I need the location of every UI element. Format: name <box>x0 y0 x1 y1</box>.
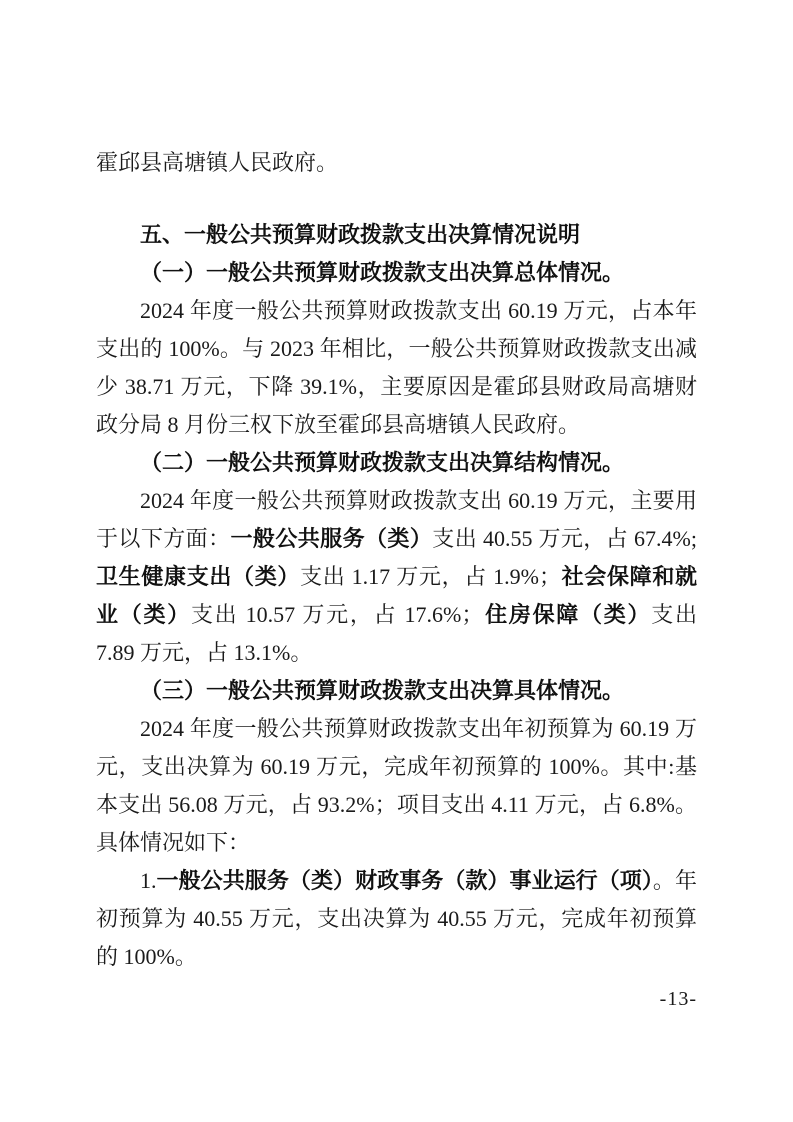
text-run: 2024 年度一般公共预算财政拨款支出年初预算为 60.19 万元，支出决算为 60.19 万元，完成年初预算的 100%。其中:基本支出 56.08 万元，占 93.2%；项目支出 4.11 万元，占 6.8%。具体情况如下： <box>96 716 697 855</box>
text-run: 。年初预算为 40.55 万元，支出决算为 40.55 万元，完成年初预算的 100%。 <box>96 868 697 969</box>
category-housing-security: 住房保障（类） <box>483 602 652 627</box>
text-run: 2024 年度一般公共预算财政拨款支出 60.19 万元，主要用于以下方面： <box>96 488 697 551</box>
subsection-heading-3 <box>96 672 697 710</box>
subsection-heading-1 <box>96 254 697 292</box>
paragraph-overall-situation <box>96 292 697 444</box>
category-social-security-employment: 社会保障和就业（类） <box>96 564 697 627</box>
page-number: -13- <box>659 988 697 1010</box>
numbered-item-1 <box>96 862 697 976</box>
subsection-heading-2 <box>96 444 697 482</box>
continuation-paragraph <box>96 144 697 182</box>
item-category-title: 一般公共服务（类）财政事务（款）事业运行（项） <box>156 868 653 893</box>
heading-text: 五、一般公共预算财政拨款支出决算情况说明 <box>140 222 581 247</box>
heading-text: （二）一般公共预算财政拨款支出决算结构情况。 <box>140 450 625 475</box>
text-run: 支出 1.17 万元，占 1.9%； <box>300 564 561 589</box>
category-health-expenditure: 卫生健康支出（类） <box>96 564 301 589</box>
section-heading-5 <box>96 216 697 254</box>
paragraph-specific-situation <box>96 710 697 862</box>
text-run: 2024 年度一般公共预算财政拨款支出 60.19 万元，占本年支出的 100%。与 2023 年相比，一般公共预算财政拨款支出减少 38.71 万元，下降 39.1%，主要原因是霍邱县财政局高塘财政分局 8 月份三权下放至霍邱县高塘镇人民政府。 <box>96 298 697 437</box>
document-body <box>96 144 697 976</box>
heading-text: （一）一般公共预算财政拨款支出决算总体情况。 <box>140 260 625 285</box>
paragraph-structure-situation <box>96 482 697 672</box>
item-number: 1. <box>140 868 157 893</box>
text-run: 霍邱县高塘镇人民政府。 <box>96 150 339 175</box>
heading-text: （三）一般公共预算财政拨款支出决算具体情况。 <box>140 678 625 703</box>
text-run: 支出 7.89 万元，占 13.1%。 <box>96 602 697 665</box>
category-general-public-services: 一般公共服务（类） <box>230 526 433 551</box>
text-run: 支出 40.55 万元，占 67.4%; <box>432 526 697 551</box>
text-run: 支出 10.57 万元，占 17.6%； <box>190 602 484 627</box>
